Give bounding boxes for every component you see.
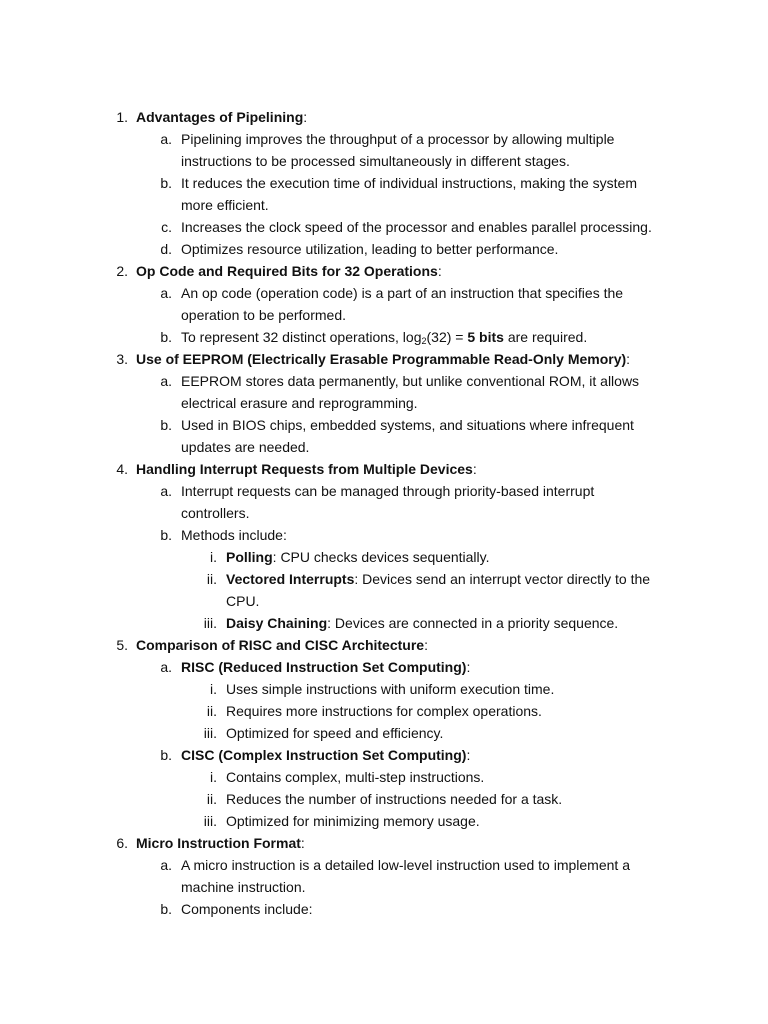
list-item bbox=[0, 326, 768, 348]
list-marker: i. bbox=[210, 681, 217, 697]
list-item-text: Pipelining improves the throughput of a processor by allowing multiple bbox=[181, 131, 615, 147]
list-item-text: Components include: bbox=[181, 901, 313, 917]
term: Vectored Interrupts bbox=[226, 571, 355, 587]
list-item-continuation bbox=[0, 502, 768, 524]
list-item-text: An op code (operation code) is a part of an instruction that specifies the bbox=[181, 285, 624, 301]
list-item bbox=[0, 524, 768, 546]
list-item-text: operation to be performed. bbox=[181, 307, 346, 323]
sub-list-item bbox=[0, 722, 768, 744]
list-item bbox=[0, 238, 768, 260]
section-heading: 1. Advantages of Pipelining: bbox=[0, 106, 768, 128]
list-item bbox=[0, 128, 768, 150]
list-marker: iii. bbox=[203, 813, 217, 829]
list-item-text: Used in BIOS chips, embedded systems, and situations where infrequent bbox=[181, 417, 634, 433]
section-heading: 4. Handling Interrupt Requests from Multiple Devices: bbox=[0, 458, 768, 480]
section-title: Comparison of RISC and CISC Architecture bbox=[136, 637, 425, 653]
list-marker: ii. bbox=[206, 703, 217, 719]
section-title: Use of EEPROM (Electrically Erasable Programmable Read-Only Memory) bbox=[136, 351, 627, 367]
list-item-continuation bbox=[0, 194, 768, 216]
section-title: Advantages of Pipelining bbox=[136, 109, 304, 125]
list-item-text: Requires more instructions for complex operations. bbox=[226, 703, 542, 719]
list-item-text: It reduces the execution time of individual instructions, making the system bbox=[181, 175, 637, 191]
list-item-text: Methods include: bbox=[181, 527, 287, 543]
list-marker: a. bbox=[160, 659, 172, 675]
list-item-text: Interrupt requests can be managed through priority-based interrupt bbox=[181, 483, 595, 499]
list-number: 2. bbox=[116, 263, 128, 279]
section-heading: 5. Comparison of RISC and CISC Architecture: bbox=[0, 634, 768, 656]
list-item-text: A micro instruction is a detailed low-level instruction used to implement a bbox=[181, 857, 630, 873]
sub-list-item bbox=[0, 546, 768, 568]
section-heading: 3. Use of EEPROM (Electrically Erasable Programmable Read-Only Memory): bbox=[0, 348, 768, 370]
list-number: 6. bbox=[116, 835, 128, 851]
list-item-text: Increases the clock speed of the processor and enables parallel processing. bbox=[181, 219, 652, 235]
sub-list-item bbox=[0, 766, 768, 788]
list-marker: b. bbox=[160, 329, 172, 345]
group-title: RISC (Reduced Instruction Set Computing) bbox=[181, 659, 467, 675]
list-marker: a. bbox=[160, 857, 172, 873]
list-item-text: Reduces the number of instructions needed for a task. bbox=[226, 791, 563, 807]
list-item: a. RISC (Reduced Instruction Set Computing): bbox=[0, 656, 768, 678]
sub-list-item bbox=[0, 700, 768, 722]
list-item-continuation bbox=[0, 876, 768, 898]
sub-list-item bbox=[0, 678, 768, 700]
list-marker: iii. bbox=[203, 725, 217, 741]
list-marker: b. bbox=[160, 175, 172, 191]
list-item-text: machine instruction. bbox=[181, 879, 306, 895]
list-item-text: more efficient. bbox=[181, 197, 269, 213]
list-number: 3. bbox=[116, 351, 128, 367]
list-marker: i. bbox=[210, 549, 217, 565]
list-item: b. CISC (Complex Instruction Set Computing): bbox=[0, 744, 768, 766]
list-item-text: Contains complex, multi-step instructions. bbox=[226, 769, 485, 785]
list-item-text: Optimized for minimizing memory usage. bbox=[226, 813, 480, 829]
list-marker: b. bbox=[160, 527, 172, 543]
list-item-text: Uses simple instructions with uniform execution time. bbox=[226, 681, 555, 697]
list-item-continuation bbox=[0, 590, 768, 612]
list-marker: a. bbox=[160, 285, 172, 301]
section-title: Micro Instruction Format bbox=[136, 835, 301, 851]
term: Polling bbox=[226, 549, 273, 565]
section-title: Op Code and Required Bits for 32 Operations bbox=[136, 263, 438, 279]
list-marker: d. bbox=[160, 241, 172, 257]
list-item bbox=[0, 282, 768, 304]
section-heading: 6. Micro Instruction Format: bbox=[0, 832, 768, 854]
list-marker: b. bbox=[160, 901, 172, 917]
group-title: CISC (Complex Instruction Set Computing) bbox=[181, 747, 467, 763]
list-marker: c. bbox=[161, 219, 172, 235]
list-item-text: instructions to be processed simultaneously in different stages. bbox=[181, 153, 570, 169]
list-marker: ii. bbox=[206, 791, 217, 807]
list-marker: a. bbox=[160, 483, 172, 499]
list-item-text: updates are needed. bbox=[181, 439, 310, 455]
list-marker: i. bbox=[210, 769, 217, 785]
section-title: Handling Interrupt Requests from Multiple Devices bbox=[136, 461, 473, 477]
list-marker: ii. bbox=[206, 571, 217, 587]
list-item bbox=[0, 172, 768, 194]
sub-list-item bbox=[0, 612, 768, 634]
list-item-text: To represent 32 distinct operations, $\log_2(32) = 5$ bits are required. bbox=[181, 329, 588, 346]
list-marker: a. bbox=[160, 131, 172, 147]
term: Daisy Chaining bbox=[226, 615, 328, 631]
list-item bbox=[0, 480, 768, 502]
list-item-continuation bbox=[0, 436, 768, 458]
list-number: 1. bbox=[116, 109, 128, 125]
list-number: 5. bbox=[116, 637, 128, 653]
list-marker: iii. bbox=[203, 615, 217, 631]
list-item-text: : Devices send an interrupt vector directly to the bbox=[354, 571, 651, 587]
list-item-text: EEPROM stores data permanently, but unlike conventional ROM, it allows bbox=[181, 373, 640, 389]
list-item-text: Optimized for speed and efficiency. bbox=[226, 725, 444, 741]
sub-list-item bbox=[0, 568, 768, 590]
sub-list-item bbox=[0, 810, 768, 832]
list-item-text: Optimizes resource utilization, leading to better performance. bbox=[181, 241, 559, 257]
list-marker: b. bbox=[160, 417, 172, 433]
list-item bbox=[0, 854, 768, 876]
list-item bbox=[0, 414, 768, 436]
section-heading: 2. Op Code and Required Bits for 32 Operations: bbox=[0, 260, 768, 282]
list-item-text: CPU. bbox=[226, 593, 260, 609]
list-item-continuation bbox=[0, 392, 768, 414]
list-item bbox=[0, 370, 768, 392]
document-page bbox=[0, 106, 768, 920]
list-item-continuation bbox=[0, 150, 768, 172]
sub-list-item bbox=[0, 788, 768, 810]
list-marker: b. bbox=[160, 747, 172, 763]
list-marker: a. bbox=[160, 373, 172, 389]
list-item-text: electrical erasure and reprogramming. bbox=[181, 395, 418, 411]
list-item-continuation bbox=[0, 304, 768, 326]
list-item-text: : CPU checks devices sequentially. bbox=[272, 549, 490, 565]
list-item bbox=[0, 216, 768, 238]
list-item-text: : Devices are connected in a priority sequence. bbox=[327, 615, 619, 631]
list-item bbox=[0, 898, 768, 920]
list-item-text: controllers. bbox=[181, 505, 250, 521]
list-number: 4. bbox=[116, 461, 128, 477]
